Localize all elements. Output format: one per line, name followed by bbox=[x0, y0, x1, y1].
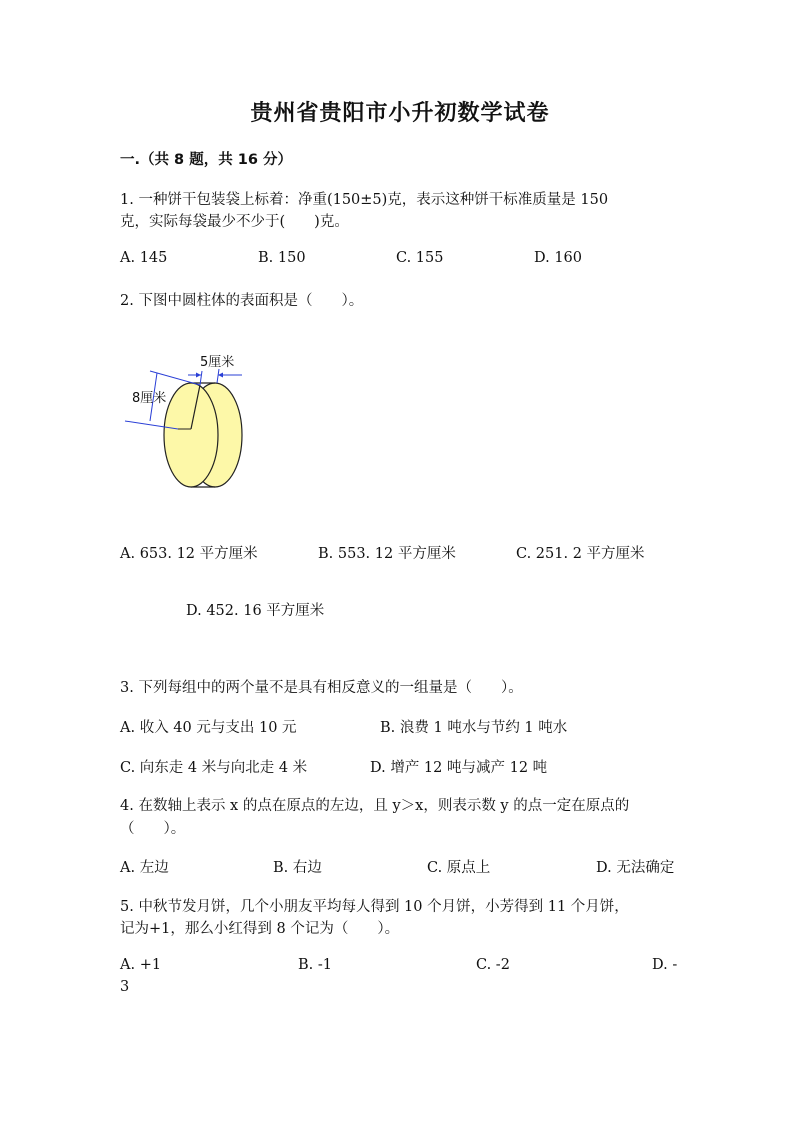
question-1-option-a: A. 145 bbox=[120, 250, 168, 266]
question-4-option-c: C. 原点上 bbox=[427, 860, 491, 876]
cylinder-front-face bbox=[164, 383, 218, 487]
question-4-line-1: 4. 在数轴上表示 x 的点在原点的左边，且 y＞x，则表示数 y 的点一定在原点的 bbox=[120, 798, 630, 814]
page-title: 贵州省贵阳市小升初数学试卷 bbox=[250, 101, 550, 126]
question-3-option-b: B. 浪费 1 吨水与节约 1 吨水 bbox=[380, 720, 568, 736]
question-3-line-1: 3. 下列每组中的两个量不是具有相反意义的一组量是（ ）。 bbox=[120, 680, 523, 696]
question-1-option-b: B. 150 bbox=[258, 250, 306, 266]
height-dim-ext-2 bbox=[217, 369, 219, 383]
radius-dim-ext-2 bbox=[150, 371, 200, 385]
question-5-option-c: C. -2 bbox=[476, 957, 510, 973]
question-5-line-1: 5. 中秋节发月饼，几个小朋友平均每人得到 10 个月饼，小芳得到 11 个月饼， bbox=[120, 899, 629, 915]
height-label: 5厘米 bbox=[200, 355, 235, 370]
section-heading: 一.（共 8 题，共 16 分） bbox=[120, 152, 292, 168]
question-2-option-d: D. 452. 16 平方厘米 bbox=[186, 603, 325, 619]
question-2-line-1: 2. 下图中圆柱体的表面积是（ ）。 bbox=[120, 293, 364, 309]
question-5-option-b: B. -1 bbox=[298, 957, 332, 973]
question-4-option-a: A. 左边 bbox=[120, 860, 169, 876]
question-3-option-c: C. 向东走 4 米与向北走 4 米 bbox=[120, 760, 308, 776]
question-1-option-d: D. 160 bbox=[534, 250, 583, 266]
question-3-option-a: A. 收入 40 元与支出 10 元 bbox=[120, 720, 297, 736]
question-5-option-d-wrap: 3 bbox=[120, 979, 130, 995]
question-2-option-a: A. 653. 12 平方厘米 bbox=[120, 546, 258, 562]
question-4-option-b: B. 右边 bbox=[273, 860, 322, 876]
question-2-option-b: B. 553. 12 平方厘米 bbox=[318, 546, 456, 562]
question-1-line-1: 1. 一种饼干包装袋上标着：净重(150±5)克，表示这种饼干标准质量是 150 bbox=[120, 192, 609, 208]
question-5-option-a: A. +1 bbox=[120, 957, 162, 973]
question-5-option-d: D. - bbox=[652, 957, 678, 973]
question-4-line-2: （ ）。 bbox=[120, 821, 186, 837]
question-1-option-c: C. 155 bbox=[396, 250, 444, 266]
question-1-line-2: 克，实际每袋最少不少于( )克。 bbox=[120, 214, 349, 230]
height-arrowhead-left bbox=[196, 373, 201, 378]
radius-label: 8厘米 bbox=[132, 391, 167, 406]
question-3-option-d: D. 增产 12 吨与减产 12 吨 bbox=[370, 760, 548, 776]
question-2-option-c: C. 251. 2 平方厘米 bbox=[516, 546, 645, 562]
question-5-line-2: 记为+1，那么小红得到 8 个记为（ ）。 bbox=[120, 921, 400, 937]
cylinder-figure bbox=[120, 345, 250, 495]
question-4-option-d: D. 无法确定 bbox=[596, 860, 675, 876]
